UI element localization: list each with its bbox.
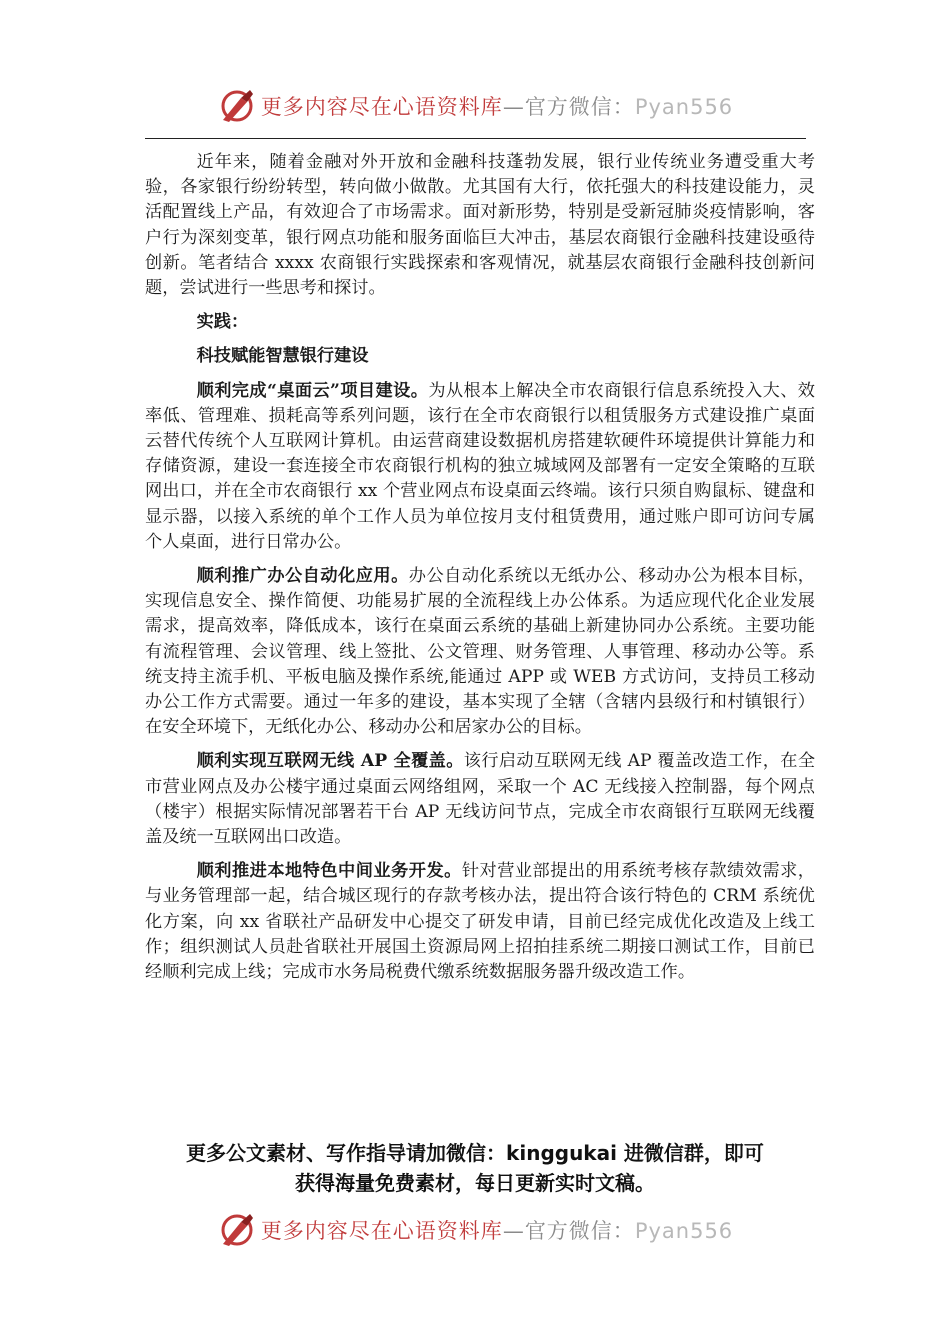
item-lead: 顺利完成“桌面云”项目建设。 <box>196 380 429 401</box>
item-paragraph <box>145 379 815 555</box>
item-lead: 顺利实现互联网无线 AP 全覆盖。 <box>196 751 464 772</box>
pen-logo-icon <box>217 86 257 126</box>
item-text: 该行启动互联网无线 AP 覆盖改造工作，在全市营业网点及办公楼宇通过桌面云网络组网，采取一个 AC 无线接入控制器，每个网点（楼宇）根据实际情况部署若干台 AP 无线访问节点，完成全市农商银行互联网无线覆盖及统一互联网出口改造。 <box>145 751 816 848</box>
intro-paragraph: 近年来，随着金融对外开放和金融科技蓬勃发展，银行业传统业务遭受重大考验，各家银行纷纷转型，转向做小做散。尤其国有大行，依托强大的科技建设能力，灵活配置线上产品，有效迎合了市场需求。面对新形势，特别是受新冠肺炎疫情影响，客户行为深刻变革，银行网点功能和服务面临巨大冲击，基层农商银行金融科技建设亟待创新。笔者结合 xxxx 农商银行实践探索和客观情况，就基层农商银行金融科技创新问题，尝试进行一些思考和探讨。 <box>145 152 815 299</box>
item-text: 针对营业部提出的用系统考核存款绩效需求，与业务管理部一起，结合城区现行的存款考核办法，提出符合该行特色的 CRM 系统优化方案，向 xx 省联社产品研发中心提交了研发申请，目前已经完成优化改造及上线工作；组织测试人员赴省联社开展国土资源局网上招拍挂系统二期接口测试工作，目前已经顺利完成上线；完成市水务局税费代缴系统数据服务器升级改造工作。 <box>145 861 815 983</box>
footer-banner <box>0 1210 950 1250</box>
section-label: 实践： <box>196 312 249 333</box>
cta-line-2: 获得海量免费素材，每日更新实时文稿。 <box>295 1171 655 1195</box>
item-paragraph <box>145 749 815 850</box>
item-paragraph <box>145 564 815 740</box>
pen-logo-icon <box>217 1210 257 1250</box>
footer-wechat-id: Pyan556 <box>634 1219 734 1243</box>
item-lead: 顺利推广办公自动化应用。 <box>196 566 409 587</box>
subsection-title: 科技赋能智慧银行建设 <box>196 346 369 367</box>
header-site-text: 更多内容尽在心语资料库—官方微信：Pyan556 <box>260 95 734 119</box>
header-wechat-id: Pyan556 <box>634 95 734 119</box>
cta-line-1: 更多公文素材、写作指导请加微信：kinggukai 进微信群，即可 <box>186 1141 764 1165</box>
item-lead: 顺利推进本地特色中间业务开发。 <box>196 861 462 882</box>
item-paragraph <box>145 859 815 985</box>
item-text: 办公自动化系统以无纸办公、移动办公为根本目标，实现信息安全、操作简便、功能易扩展的全流程线上办公体系。为适应现代化企业发展需求，提高效率，降低成本，该行在桌面云系统的基础上新建协同办公系统。主要功能有流程管理、会议管理、线上签批、公文管理、财务管理、人事管理、移动办公等。系统支持主流手机、平板电脑及操作系统,能通过 APP 或 WEB 方式访问，支持员工移动办公工作方式需要。通过一年多的建设，基本实现了全辖（含辖内县级行和村镇银行）在安全环境下，无纸化办公、移动办公和居家办公的目标。 <box>145 566 815 738</box>
document-body <box>145 150 815 985</box>
header-banner <box>0 86 950 126</box>
header-divider <box>145 138 806 139</box>
wechat-cta <box>140 1138 810 1198</box>
footer-site-text: 更多内容尽在心语资料库—官方微信：Pyan556 <box>260 1219 734 1243</box>
item-text: 为从根本上解决全市农商银行信息系统投入大、效率低、管理难、损耗高等系列问题，该行在全市农商银行以租赁服务方式建设推广桌面云替代传统个人互联网计算机。由运营商建设数据机房搭建软硬件环境提供计算能力和存储资源，建设一套连接全市农商银行机构的独立城域网及部署有一定安全策略的互联网出口，并在全市农商银行 xx 个营业网点布设桌面云终端。该行只须自购鼠标、键盘和显示器，以接入系统的单个工作人员为单位按月支付租赁费用，通过账户即可访问专属个人桌面，进行日常办公。 <box>145 380 815 552</box>
